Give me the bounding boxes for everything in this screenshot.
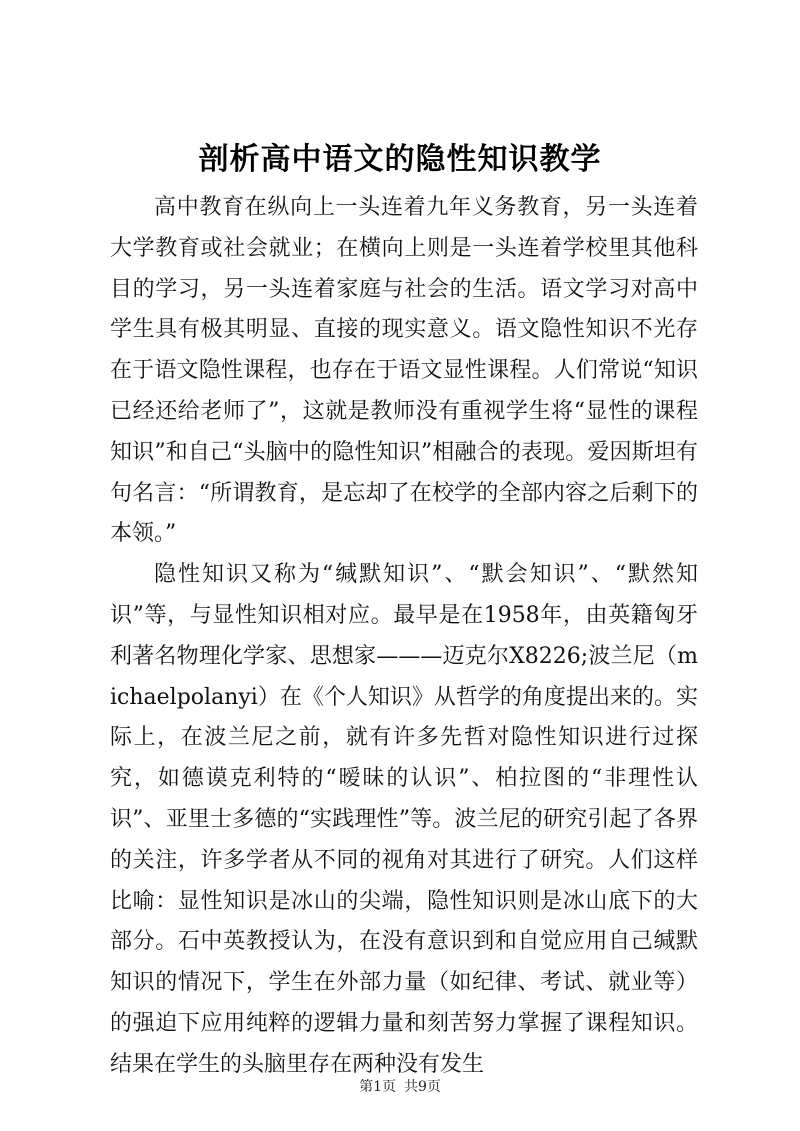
paragraph-1: 高中教育在纵向上一头连着九年义务教育，另一头连着大学教育或社会就业；在横向上则是一头连着学校里其他科目的学习，另一头连着家庭与社会的生活。语文学习对高中学生具有极其明显、直接的现实意义。语文隐性知识不光存在于语文隐性课程，也存在于语文显性课程。人们常说“知识已经还给老师了”，这就是教师没有重视学生将“显性的课程知识”和自己“头脑中的隐性知识”相融合的表现。爱因斯坦有句名言：“所谓教育，是忘却了在校学的全部内容之后剩下的本领。” (110, 195, 698, 547)
page-title: 剖析高中语文的隐性知识教学 (198, 142, 602, 177)
page-number: 第1页 (359, 1079, 396, 1095)
page-footer (0, 1077, 800, 1097)
page-total: 共9页 (404, 1079, 441, 1095)
paragraph-2: 隐性知识又称为“缄默知识”、“默会知识”、“默然知识”等，与显性知识相对应。最早是在1958年，由英籍匈牙利著名物理化学家、思想家———迈克尔X8226;波兰尼（michaelpolanyi）在《个人知识》从哲学的角度提出来的。实际上，在波兰尼之前，就有许多先哲对隐性知识进行过探究，如德谟克利特的“暧昧的认识”、柏拉图的“非理性认识”、亚里士多德的“实践理性”等。波兰尼的研究引起了各界的关注，许多学者从不同的视角对其进行了研究。人们这样比喻：显性知识是冰山的尖端，隐性知识则是冰山底下的大部分。石中英教授认为，在没有意识到和自觉应用自己缄默知识的情况下，学生在外部力量（如纪律、考试、就业等）的强迫下应用纯粹的逻辑力量和刻苦努力掌握了课程知识。结果在学生的头脑里存在两种没有发生 (110, 562, 698, 1077)
document-body (110, 188, 698, 1086)
